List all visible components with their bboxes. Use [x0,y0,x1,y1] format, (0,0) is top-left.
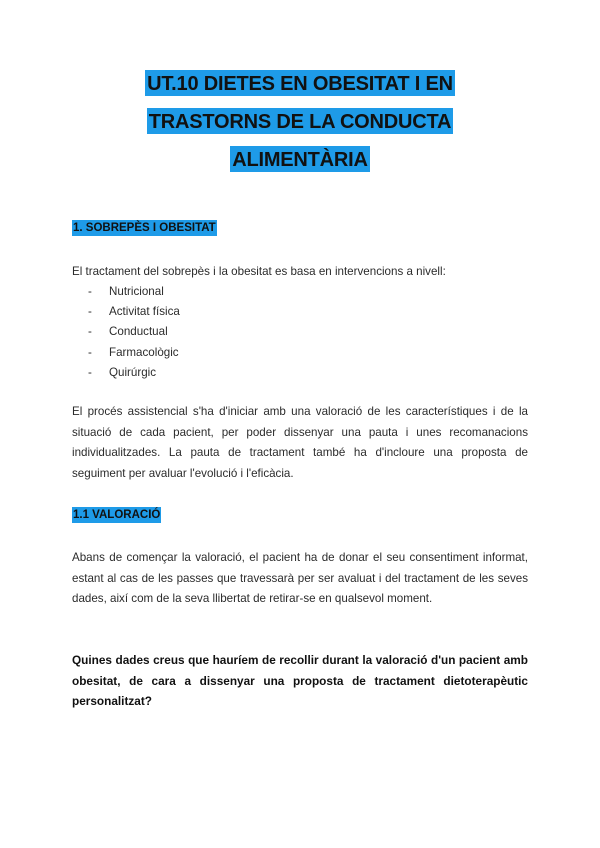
list-item: - Nutricional [88,285,164,298]
section-heading-valoracio: 1.1 VALORACIÓ [73,509,161,521]
list-item: - Quirúrgic [88,365,157,379]
section-heading-sobrepes: 1. SOBREPÈS I OBESITAT [73,222,216,234]
section-intro-text: El tractament del sobrepès i la obesitat es basa en intervencions a nivell: [72,265,446,278]
document-title [0,70,600,184]
title-line-3: ALIMENTÀRIA [230,146,370,172]
intervention-list [88,282,180,383]
valoracio-paragraph: Abans de començar la valoració, el pacient ha de donar el seu consentiment informat, estant al cas de les passes que travessarà per ser avaluat i del tractament de les seves dades, així com de la seva llibertat de retirar-se en qualsevol moment. [72,551,528,605]
list-item: - Farmacològic [88,345,179,359]
list-item: - Activitat física [88,305,180,319]
list-item: - Conductual [88,325,168,339]
title-line-1: UT.10 DIETES EN OBESITAT I EN [145,70,455,96]
question-text: Quines dades creus que hauríem de recollir durant la valoració d'un pacient amb obesitat, de cara a dissenyar una proposta de tractament dietoterapèutic personalitzat? [72,653,528,708]
title-line-2: TRASTORNS DE LA CONDUCTA [147,108,454,134]
section1-paragraph: El procés assistencial s'ha d'iniciar amb una valoració de les característiques i de la situació de cada pacient, per poder dissenyar una pauta i unes recomanacions individualitzades. La pauta de tractament també ha d'incloure una proposta de seguiment per avaluar l'evolució i l'eficàcia. [72,405,528,480]
